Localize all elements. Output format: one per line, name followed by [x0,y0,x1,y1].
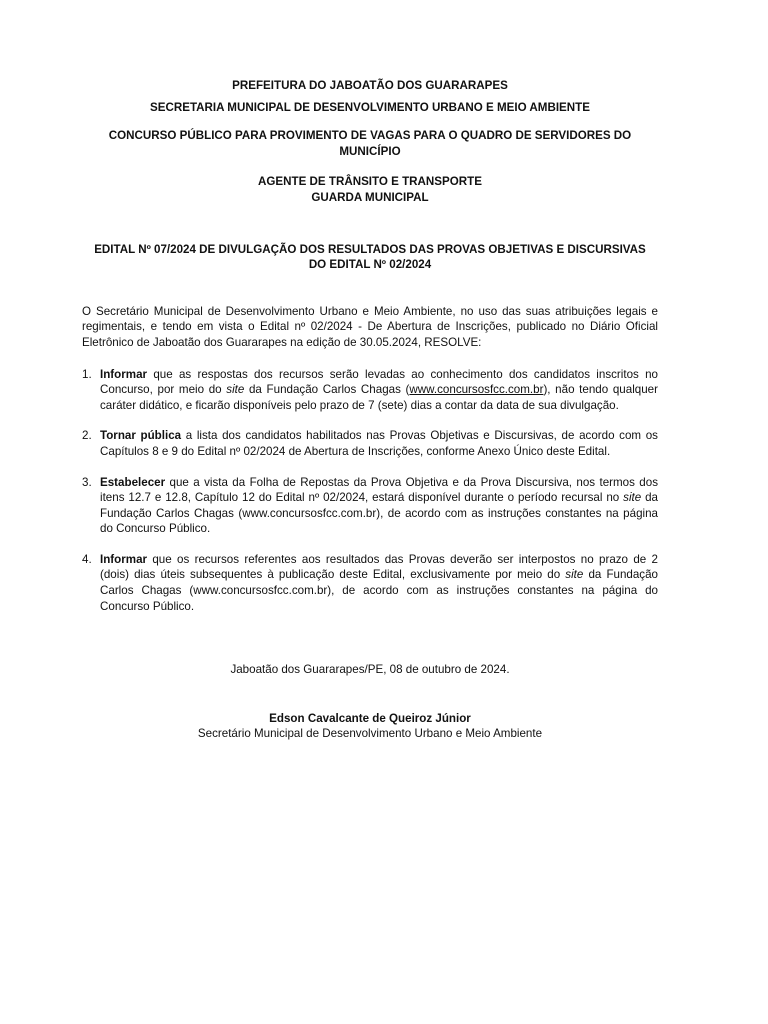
list-item-italic: site [565,568,584,582]
list-item-number: 4. [82,552,92,566]
header-secretariat: SECRETARIA MUNICIPAL DE DESENVOLVIMENTO URBANO E MEIO AMBIENTE [150,100,590,114]
list-item-number: 2. [82,429,92,443]
list-item-text: da Fundação Carlos Chagas (www.concursosfcc.com.br), de acordo com as instruções constantes na página do Concurso Público. [100,568,659,613]
list-item-verb: Tornar pública [100,429,182,443]
list-item-italic: site [226,383,245,397]
document-header [82,78,658,273]
list-item-verb: Informar [100,552,148,566]
list-item-text: da Fundação Carlos Chagas ( [244,383,410,397]
list-item-text: da Fundação Carlos Chagas (www.concursosfcc.com.br), de acordo com as instruções constantes na página do Concurso Público. [100,491,659,536]
signatory-name: Edson Cavalcante de Queiroz Júnior [269,711,471,725]
list-item-text: que os recursos referentes aos resultados das Provas deverão ser interpostos no prazo de 2 (dois) dias úteis subsequentes à publicação deste Edital, exclusivamente por meio do [100,552,658,582]
list-item-text: ), não tendo qualquer caráter didático, e ficarão disponíveis pelo prazo de 7 (sete) dias a contar da data de sua divulgação. [100,383,658,412]
list-item-text: que a vista da Folha de Repostas da Prova Objetiva e da Prova Discursiva, nos termos dos itens 12.7 e 12.8, Capítulo 12 do Edital nº 02/2024, estará disponível durante o período recursal no [100,475,658,505]
edital-title-line-1: EDITAL Nº 07/2024 DE DIVULGAÇÃO DOS RESULTADOS DAS PROVAS OBJETIVAS E DISCURSIVAS [94,242,646,256]
header-role-2: GUARDA MUNICIPAL [311,190,429,204]
date-line: Jaboatão dos Guararapes/PE, 08 de outubro de 2024. [230,663,510,677]
list-item-verb: Estabelecer [100,475,166,489]
header-role-1: AGENTE DE TRÂNSITO E TRANSPORTE [258,175,482,189]
list-item-text: a lista dos candidatos habilitados nas Provas Objetivas e Discursivas, de acordo com os Capítulos 8 e 9 do Edital nº 02/2024 de Abertura de Inscrições, conforme Anexo Único deste Edital. [100,429,658,458]
list-item-number: 1. [82,367,92,381]
list-item [82,367,658,414]
list-item-italic: site [623,491,642,505]
resolution-list [82,367,658,615]
signatory-title: Secretário Municipal de Desenvolvimento Urbano e Meio Ambiente [197,727,543,741]
header-contest: CONCURSO PÚBLICO PARA PROVIMENTO DE VAGAS PARA O QUADRO DE SERVIDORES DO MUNICÍPIO [108,129,632,158]
header-municipality: PREFEITURA DO JABOATÃO DOS GUARARAPES [232,79,508,92]
list-item [82,428,658,459]
list-item [82,552,658,614]
list-item-verb: Informar [100,367,148,381]
list-item-number: 3. [82,475,92,489]
intro-paragraph: O Secretário Municipal de Desenvolvimento Urbano e Meio Ambiente, no uso das suas atribuições legais e regimentais, e tendo em vista o Edital nº 02/2024 - De Abertura de Inscrições, publicado no Diário Oficial Eletrônico de Jaboatão dos Guararapes na edição de 30.05.2024, RESOLVE: [82,304,658,349]
edital-title-line-2: DO EDITAL Nº 02/2024 [308,258,432,272]
fcc-website-link[interactable]: www.concursosfcc.com.br [409,383,544,397]
list-item [82,475,658,537]
list-item-text: que as respostas dos recursos serão levadas ao conhecimento dos candidatos inscritos no Concurso, por meio do [100,367,658,397]
